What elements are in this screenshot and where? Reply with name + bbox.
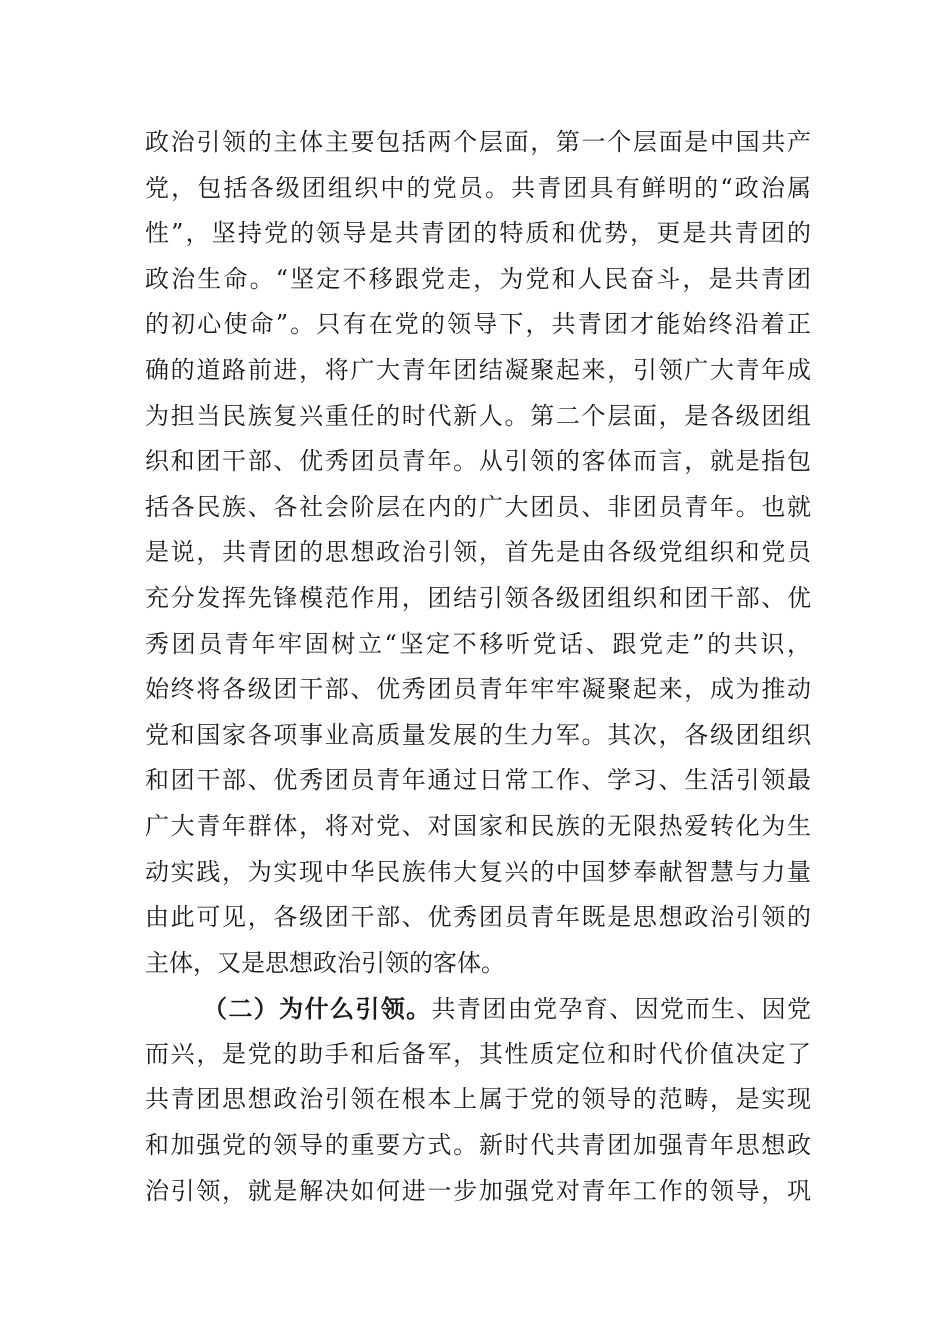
text-line: 共青团思想政治引领在根本上属于党的领导的范畴，是实现 [145,1085,811,1114]
text-line: 政治引领的主体主要包括两个层面，第一个层面是中国共产 [145,128,811,156]
text-line: 治引领，就是解决如何进一步加强党对青年工作的领导，巩 [145,1176,811,1205]
text-line: 政治生命。“坚定不移跟党走，为党和人民奋斗，是共青团 [145,264,811,293]
section-heading-line [145,986,811,1032]
text-line: 广大青年群体，将对党、对国家和民族的无限热爱转化为生 [145,811,811,840]
body-text [145,120,811,1214]
text-line: 括各民族、各社会阶层在内的广大团员、非团员青年。也就 [145,492,811,521]
text-line: 性”，坚持党的领导是共青团的特质和优势，更是共青团的 [145,219,811,248]
text-line: 为担当民族复兴重任的时代新人。第二个层面，是各级团组 [145,401,811,430]
section-heading: （二）为什么引领。 [203,994,432,1024]
text-line: 而兴，是党的助手和后备军，其性质定位和时代价值决定了 [145,1039,811,1068]
text-line: 织和团干部、优秀团员青年。从引领的客体而言，就是指包 [145,447,811,476]
text-line: 秀团员青年牢固树立“坚定不移听党话、跟党走”的共识， [145,629,811,658]
text-line: 和加强党的领导的重要方式。新时代共青团加强青年思想政 [145,1131,811,1160]
text-line-rest: 共青团由党孕育、因党而生、因党 [431,995,812,1024]
text-line: 的初心使命”。只有在党的领导下，共青团才能始终沿着正 [145,310,811,339]
text-line: 充分发挥先锋模范作用，团结引领各级团组织和团干部、优 [145,583,811,612]
text-line: 党和国家各项事业高质量发展的生力军。其次，各级团组织 [145,720,811,749]
text-line: 和团干部、优秀团员青年通过日常工作、学习、生活引领最 [145,766,811,795]
text-line: 确的道路前进，将广大青年团结凝聚起来，引领广大青年成 [145,355,811,384]
text-line: 动实践，为实现中华民族伟大复兴的中国梦奉献智慧与力量 [145,857,811,886]
text-line: 党，包括各级团组织中的党员。共青团具有鲜明的“政治属 [145,173,811,202]
text-line: 始终将各级团干部、优秀团员青年牢牢凝聚起来，成为推动 [145,675,811,704]
text-line: 是说，共青团的思想政治引领，首先是由各级党组织和党员 [145,538,811,567]
text-line: 由此可见，各级团干部、优秀团员青年既是思想政治引领的 [145,903,811,932]
text-line: 主体，又是思想政治引领的客体。 [145,948,505,977]
